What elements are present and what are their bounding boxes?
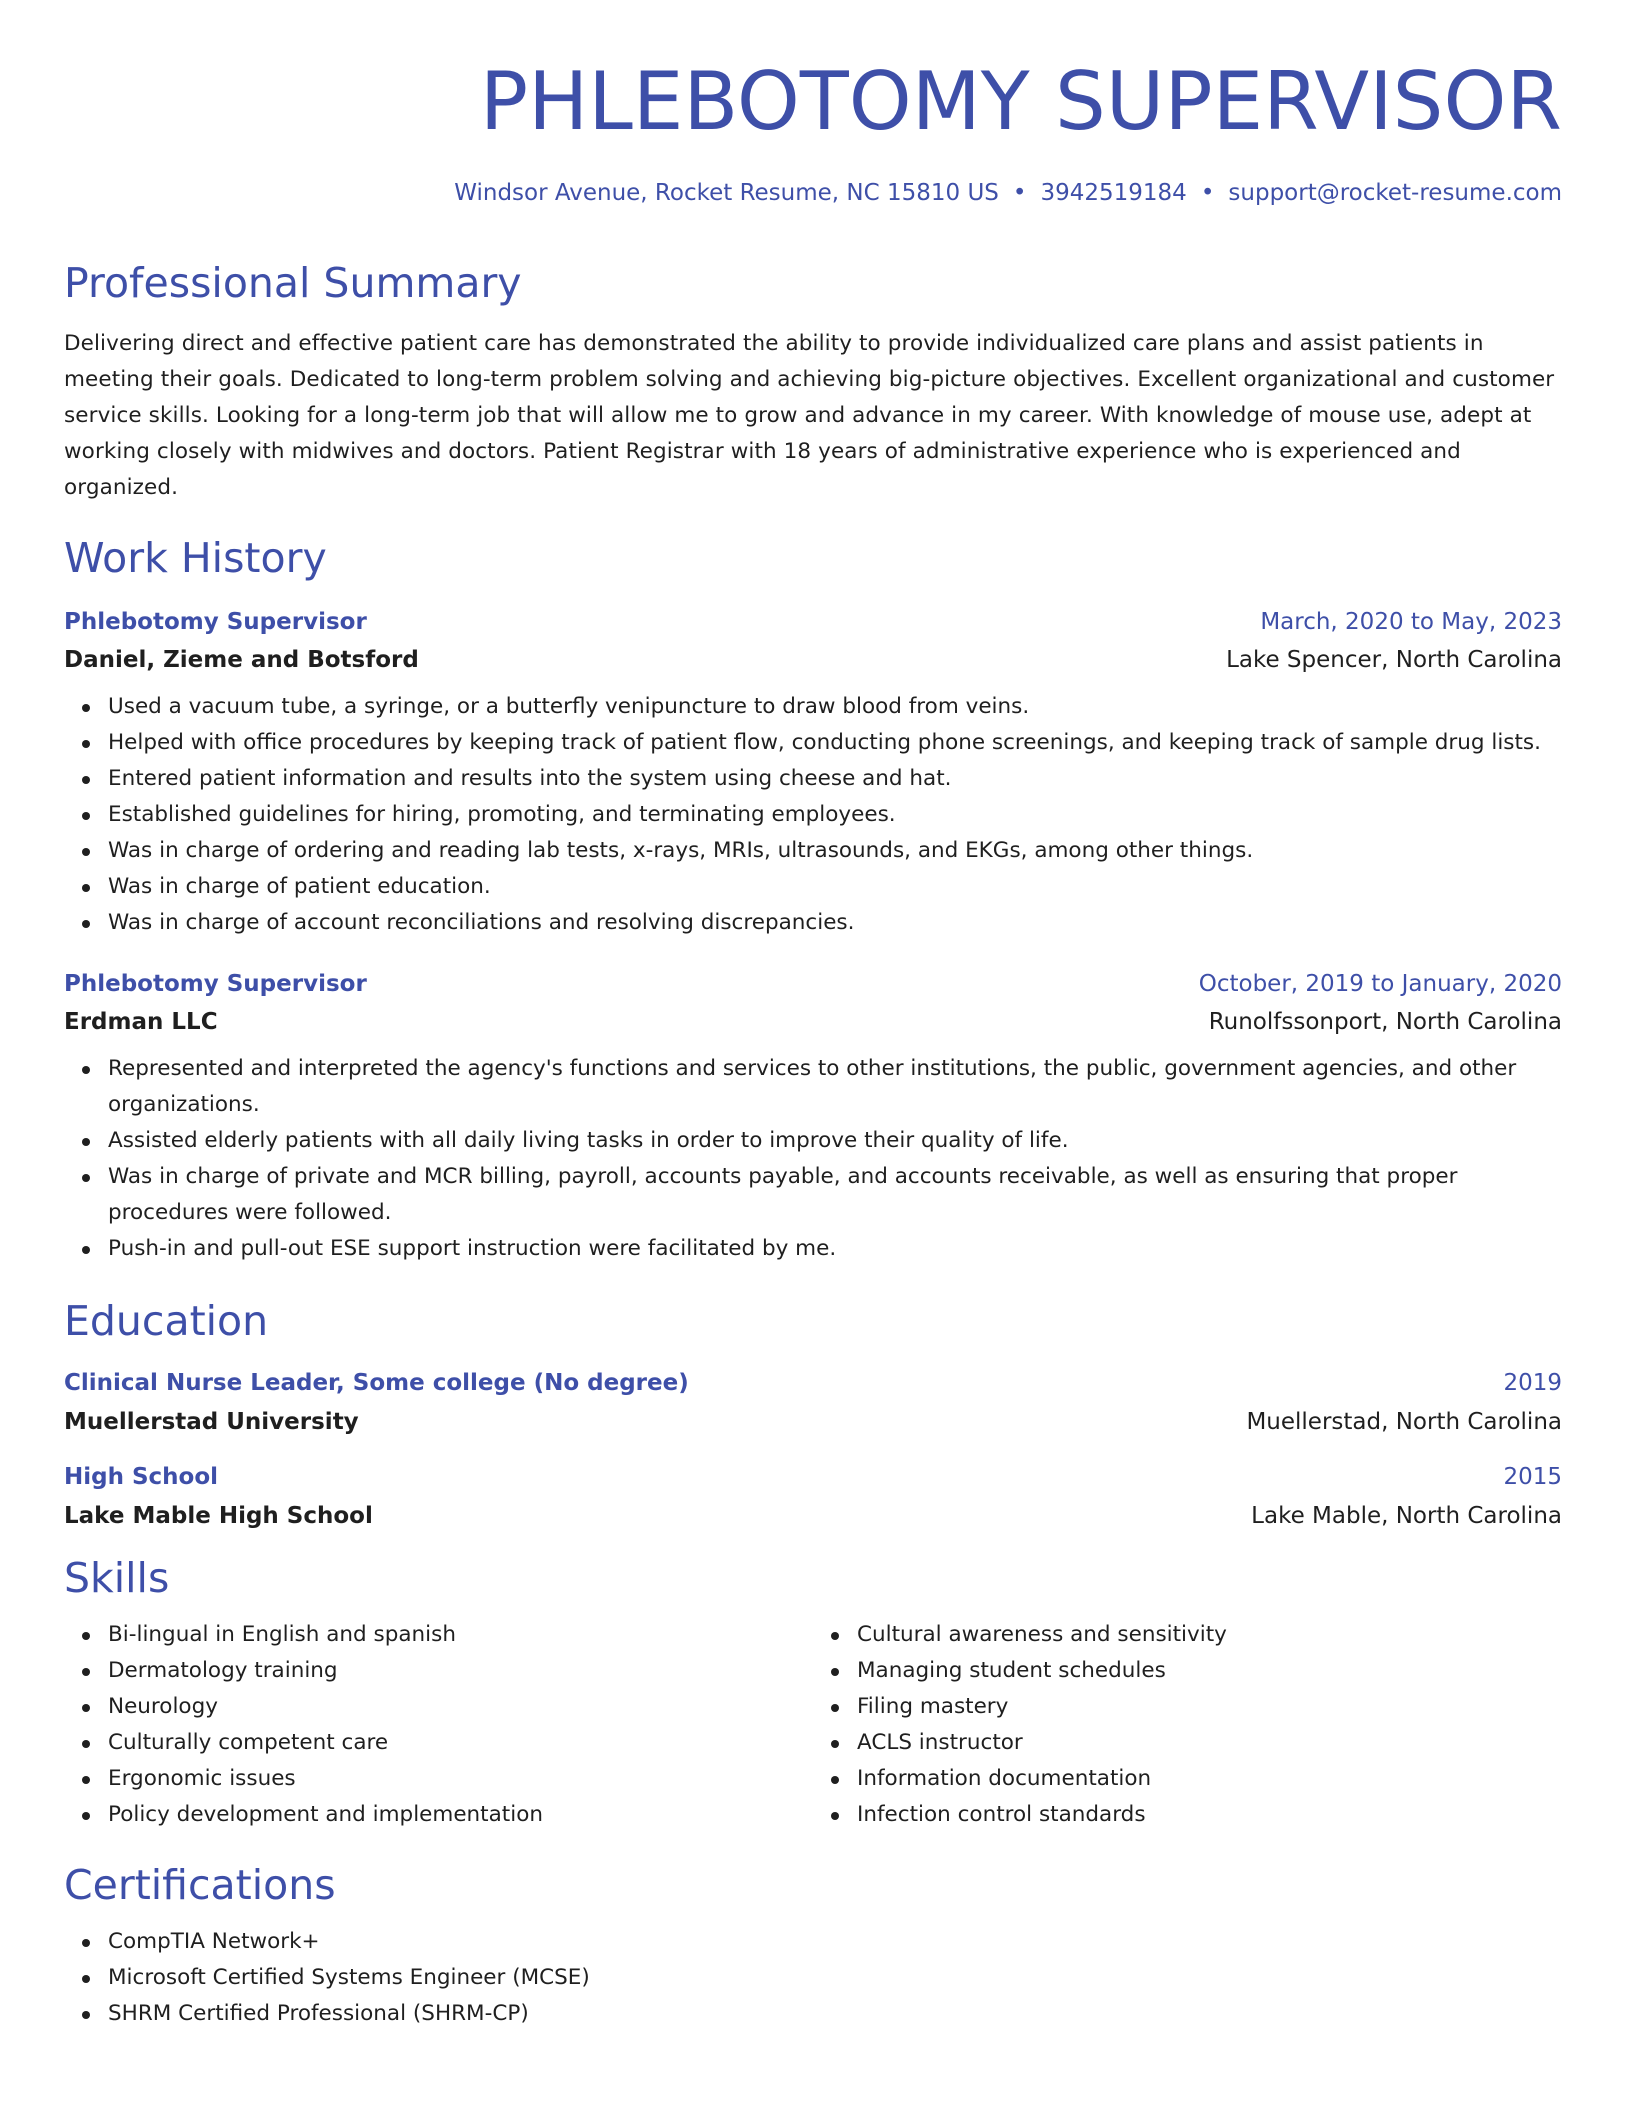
list-item: Entered patient information and results into the system using cheese and hat.: [108, 761, 1562, 797]
contact-separator: •: [1012, 180, 1027, 206]
education-school: Muellerstad University: [64, 1409, 359, 1435]
section-title-skills: Skills: [64, 1554, 170, 1602]
resume-title: PHLEBOTOMY SUPERVISOR: [479, 55, 1562, 148]
education-degree: Clinical Nurse Leader, Some college (No degree): [64, 1370, 689, 1396]
list-item: CompTIA Network+: [108, 1924, 1562, 1960]
job-title: Phlebotomy Supervisor: [64, 609, 367, 635]
job-header: [64, 973, 1562, 996]
list-item: Was in charge of patient education.: [108, 869, 1562, 905]
list-item: Dermatology training: [108, 1653, 813, 1689]
education-school: Lake Mable High School: [64, 1503, 373, 1529]
list-item: Established guidelines for hiring, promoting, and terminating employees.: [108, 797, 1562, 833]
job-bullets: [64, 1051, 1562, 1267]
job-header: [64, 611, 1562, 634]
list-item: Microsoft Certified Systems Engineer (MCSE): [108, 1960, 1562, 1996]
list-item: Policy development and implementation: [108, 1797, 813, 1833]
education-location: Lake Mable, North Carolina: [1251, 1503, 1562, 1529]
list-item: Was in charge of account reconciliations and resolving discrepancies.: [108, 905, 1562, 941]
list-item: Used a vacuum tube, a syringe, or a butterfly venipuncture to draw blood from veins.: [108, 689, 1562, 725]
list-item: SHRM Certified Professional (SHRM-CP): [108, 1996, 1562, 2032]
list-item: Cultural awareness and sensitivity: [857, 1617, 1562, 1653]
education-degree: High School: [64, 1464, 219, 1490]
contact-email[interactable]: support@rocket-resume.com: [1228, 180, 1562, 206]
education-subheader: [64, 1411, 1562, 1434]
education-header: [64, 1466, 1562, 1489]
job-bullets: [64, 689, 1562, 941]
education-header: [64, 1372, 1562, 1395]
job-dates: March, 2020 to May, 2023: [1260, 609, 1562, 635]
job-dates: October, 2019 to January, 2020: [1198, 971, 1562, 997]
list-item: Bi-lingual in English and spanish: [108, 1617, 813, 1653]
list-item: Infection control standards: [857, 1797, 1562, 1833]
section-title-work-history: Work History: [64, 534, 327, 582]
skills-grid: [64, 1617, 1562, 1833]
section-title-summary: Professional Summary: [64, 259, 522, 307]
list-item: Push-in and pull-out ESE support instruction were facilitated by me.: [108, 1231, 1562, 1267]
list-item: Represented and interpreted the agency's functions and services to other institutions, the public, government agencies, and other organizations.: [108, 1051, 1562, 1123]
education-entry: [64, 1466, 1562, 1528]
education-location: Muellerstad, North Carolina: [1246, 1409, 1562, 1435]
job-subheader: [64, 1011, 1562, 1034]
list-item: Culturally competent care: [108, 1725, 813, 1761]
job-entry: [64, 973, 1562, 1267]
section-title-certifications: Certifications: [64, 1861, 336, 1909]
job-location: Lake Spencer, North Carolina: [1226, 647, 1562, 673]
skills-list-right: [813, 1617, 1562, 1833]
job-location: Runolfssonport, North Carolina: [1208, 1009, 1562, 1035]
certifications-list: [64, 1924, 1562, 2032]
summary-text: Delivering direct and effective patient care has demonstrated the ability to provide individualized care plans and assist patients in meeting their goals. Dedicated to long-term problem solving and achieving big-picture objectives. Excellent organizational and customer service skills. Looking for a long-term job that will allow me to grow and advance in my career. With knowledge of mouse use, adept at working closely with midwives and doctors. Patient Registrar with 18 years of administrative experience who is experienced and organized.: [64, 331, 1555, 500]
list-item: Ergonomic issues: [108, 1761, 813, 1797]
list-item: Filing mastery: [857, 1689, 1562, 1725]
resume-page: [64, 0, 1562, 2032]
list-item: Assisted elderly patients with all daily living tasks in order to improve their quality of life.: [108, 1123, 1562, 1159]
job-company: Daniel, Zieme and Botsford: [64, 647, 419, 673]
list-item: Helped with office procedures by keeping track of patient flow, conducting phone screenings, and keeping track of sample drug lists.: [108, 725, 1562, 761]
job-title: Phlebotomy Supervisor: [64, 971, 367, 997]
skills-list-left: [64, 1617, 813, 1833]
job-entry: [64, 611, 1562, 941]
contact-address: Windsor Avenue, Rocket Resume, NC 15810 US: [454, 180, 999, 206]
education-subheader: [64, 1505, 1562, 1528]
job-subheader: [64, 649, 1562, 672]
contact-phone: 3942519184: [1040, 180, 1187, 206]
list-item: Neurology: [108, 1689, 813, 1725]
job-company: Erdman LLC: [64, 1009, 218, 1035]
list-item: Was in charge of private and MCR billing, payroll, accounts payable, and accounts receivable, as well as ensuring that proper procedures were followed.: [108, 1159, 1562, 1231]
education-year: 2015: [1503, 1464, 1562, 1490]
contact-separator: •: [1200, 180, 1215, 206]
list-item: Information documentation: [857, 1761, 1562, 1797]
list-item: Was in charge of ordering and reading lab tests, x-rays, MRIs, ultrasounds, and EKGs, among other things.: [108, 833, 1562, 869]
section-title-education: Education: [64, 1297, 269, 1345]
contact-line: [64, 182, 1562, 205]
education-year: 2019: [1503, 1370, 1562, 1396]
education-entry: [64, 1372, 1562, 1434]
list-item: Managing student schedules: [857, 1653, 1562, 1689]
list-item: ACLS instructor: [857, 1725, 1562, 1761]
